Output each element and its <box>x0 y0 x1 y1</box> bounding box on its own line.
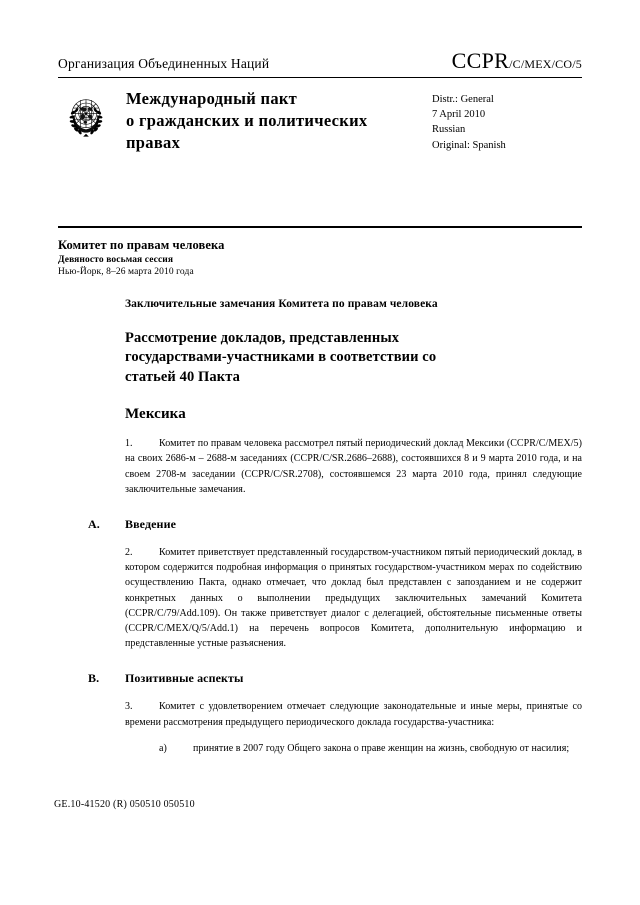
footer-reference: GE.10-41520 (R) 050510 050510 <box>54 799 195 810</box>
paragraph-3-text: Комитет с удовлетворением отмечает следующие законодательные и иные меры, принятые со времени рассмотрения предыдущего периодического доклада государства-участника: <box>125 701 582 728</box>
masthead-bottom-rule <box>58 226 582 228</box>
consideration-heading-line-1: Рассмотрение докладов, представленных <box>125 330 400 346</box>
document-symbol-main: CCPR <box>451 48 510 73</box>
distribution-date: 7 April 2010 <box>432 109 486 121</box>
subitem-a-marker: a) <box>159 742 167 754</box>
covenant-title <box>126 87 424 153</box>
committee-name: Комитет по правам человека <box>58 238 225 252</box>
covenant-title-line-2: о гражданских и политических <box>126 110 368 130</box>
distribution-type: Distr.: General <box>432 94 494 105</box>
country-heading: Мексика <box>125 406 186 423</box>
consideration-heading-line-2: государствами-участниками в соответствии со <box>125 349 437 366</box>
paragraph-2-text: Комитет приветствует представленный государством-участником пятый периодический доклад, в котором содержится подробная информация о принятых государством-участником мерах по содействию осуществлению Пакта, однако отмечает, что доклад был представлен с запозданием и не содержит конкретных данных о выполнении предыдущих заключительных замечаний Комитета (CCPR/C/79/Add.109). Он также приветствует диалог с делегацией, обстоятельные письменные ответы (CCPR/C/MEX/Q/5/Add.1) на перечень вопросов Комитета, дополнительную информацию и представленные устные разъяснения. <box>125 547 582 650</box>
organization-name: Организация Объединенных Наций <box>58 56 270 71</box>
paragraph-3-number: 3. <box>125 701 133 713</box>
paragraph-2 <box>125 545 582 651</box>
consideration-heading <box>125 329 582 387</box>
un-emblem-icon <box>58 89 114 145</box>
paragraph-3 <box>125 699 582 729</box>
masthead-title-row <box>58 87 582 153</box>
distribution-language: Russian <box>432 124 466 136</box>
section-title-a: Введение <box>125 517 177 532</box>
section-heading-b <box>88 671 582 686</box>
masthead <box>58 48 582 153</box>
committee-session: Девяностo восьмая сессия <box>58 255 174 265</box>
covenant-title-line-1: Международный пакт <box>126 89 298 108</box>
masthead-divider <box>58 77 582 78</box>
committee-block <box>58 238 582 277</box>
subitem-a-text: принятие в 2007 году Общего закона о праве женщин на жизнь, свободную от насилия; <box>193 742 570 754</box>
committee-place-date: Нью-Йорк, 8–26 марта 2010 года <box>58 267 194 277</box>
section-letter-b: B. <box>88 671 100 686</box>
covenant-title-line-3: правах <box>126 132 181 152</box>
document-symbol <box>452 48 582 74</box>
concluding-observations-heading: Заключительные замечания Комитета по правам человека <box>125 298 438 310</box>
distribution-block <box>432 87 582 153</box>
document-symbol-suffix: /C/MEX/CO/5 <box>509 57 582 71</box>
paragraph-1-number: 1. <box>125 438 133 450</box>
distribution-original: Original: Spanish <box>432 139 506 151</box>
paragraph-1 <box>125 436 582 497</box>
subitem-a <box>125 741 582 756</box>
consideration-heading-line-3: статьей 40 Пакта <box>125 368 240 385</box>
section-letter-a: A. <box>88 517 100 532</box>
paragraph-2-number: 2. <box>125 547 133 559</box>
document-body <box>88 298 582 756</box>
section-heading-a <box>88 517 582 532</box>
organization-row <box>58 48 582 74</box>
section-title-b: Позитивные аспекты <box>125 671 244 686</box>
paragraph-1-text: Комитет по правам человека рассмотрел пятый периодический доклад Мексики (CCPR/C/MEX/5) на своих 2686-м – 2688-м заседаниях (CCPR/C/SR.2686–2688), состоявшихся 8 и 9 марта 2010 года, и на своем 2708-м заседании (CCPR/C/SR.2708), состоявшемся 23 марта 2010 года, принял следующие заключительные замечания. <box>125 438 582 495</box>
